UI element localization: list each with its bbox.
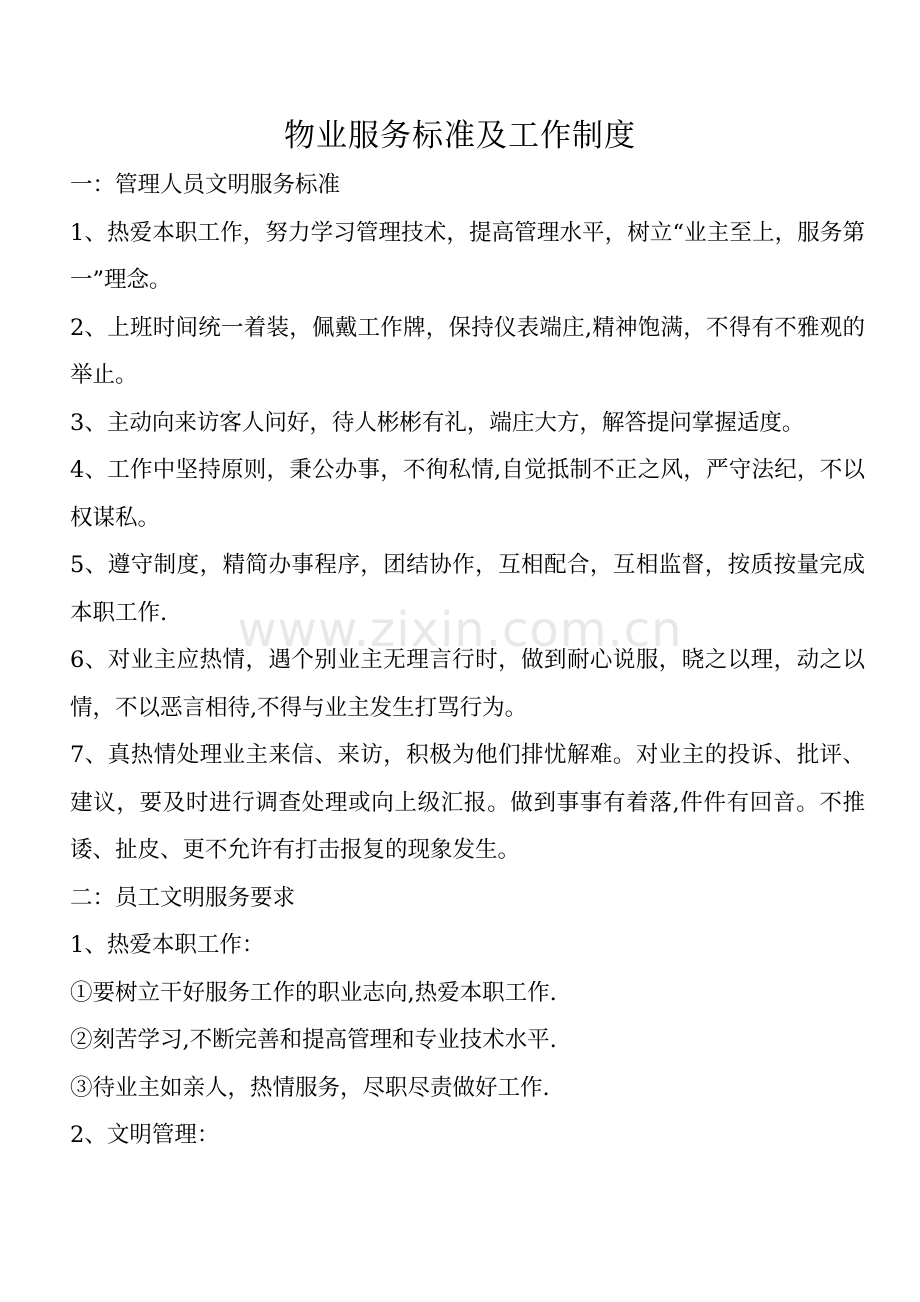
- paragraph: 4、工作中坚持原则，秉公办事，不徇私情,自觉抵制不正之风，严守法纪，不以权谋私。: [70, 457, 865, 531]
- paragraph: 5、遵守制度，精简办事程序，团结协作，互相配合，互相监督，按质按量完成本职工作.: [70, 552, 865, 626]
- paragraph: 1、热爱本职工作：: [70, 932, 265, 958]
- paragraph: 2、文明管理：: [70, 1122, 220, 1148]
- paragraph: 1、热爱本职工作，努力学习管理技术，提高管理水平，树立“业主至上，服务第一”理念。: [70, 219, 865, 293]
- paragraph: 2、上班时间统一着装，佩戴工作牌，保持仪表端庄,精神饱满，不得有不雅观的举止。: [70, 314, 865, 388]
- list-item: ②刻苦学习,不断完善和提高管理和专业技术水平.: [70, 1027, 557, 1053]
- list-item: ③待业主如亲人，热情服务，尽职尽责做好工作.: [70, 1074, 550, 1101]
- section-heading-1: 一：管理人员文明服务标准: [70, 172, 341, 198]
- section-heading-2: 二：员工文明服务要求: [70, 884, 296, 911]
- document-title: 物业服务标准及工作制度: [284, 118, 636, 154]
- list-item: ①要树立干好服务工作的职业志向,热爱本职工作.: [70, 979, 557, 1006]
- document-body: [70, 162, 865, 1160]
- paragraph: 6、对业主应热情，遇个别业主无理言行时，做到耐心说服，晓之以理，动之以情，不以恶言相待,不得与业主发生打骂行为。: [70, 647, 865, 721]
- watermark: www.zixin.com.cn: [237, 602, 683, 658]
- paragraph: 7、真热情处理业主来信、来访，积极为他们排忧解难。对业主的投诉、批评、建议，要及时进行调查处理或向上级汇报。做到事事有着落,件件有回音。不推诿、扯皮、更不允许有打击报复的现象发生。: [70, 742, 865, 863]
- paragraph: 3、主动向来访客人问好，待人彬彬有礼，端庄大方，解答提问掌握适度。: [70, 409, 805, 436]
